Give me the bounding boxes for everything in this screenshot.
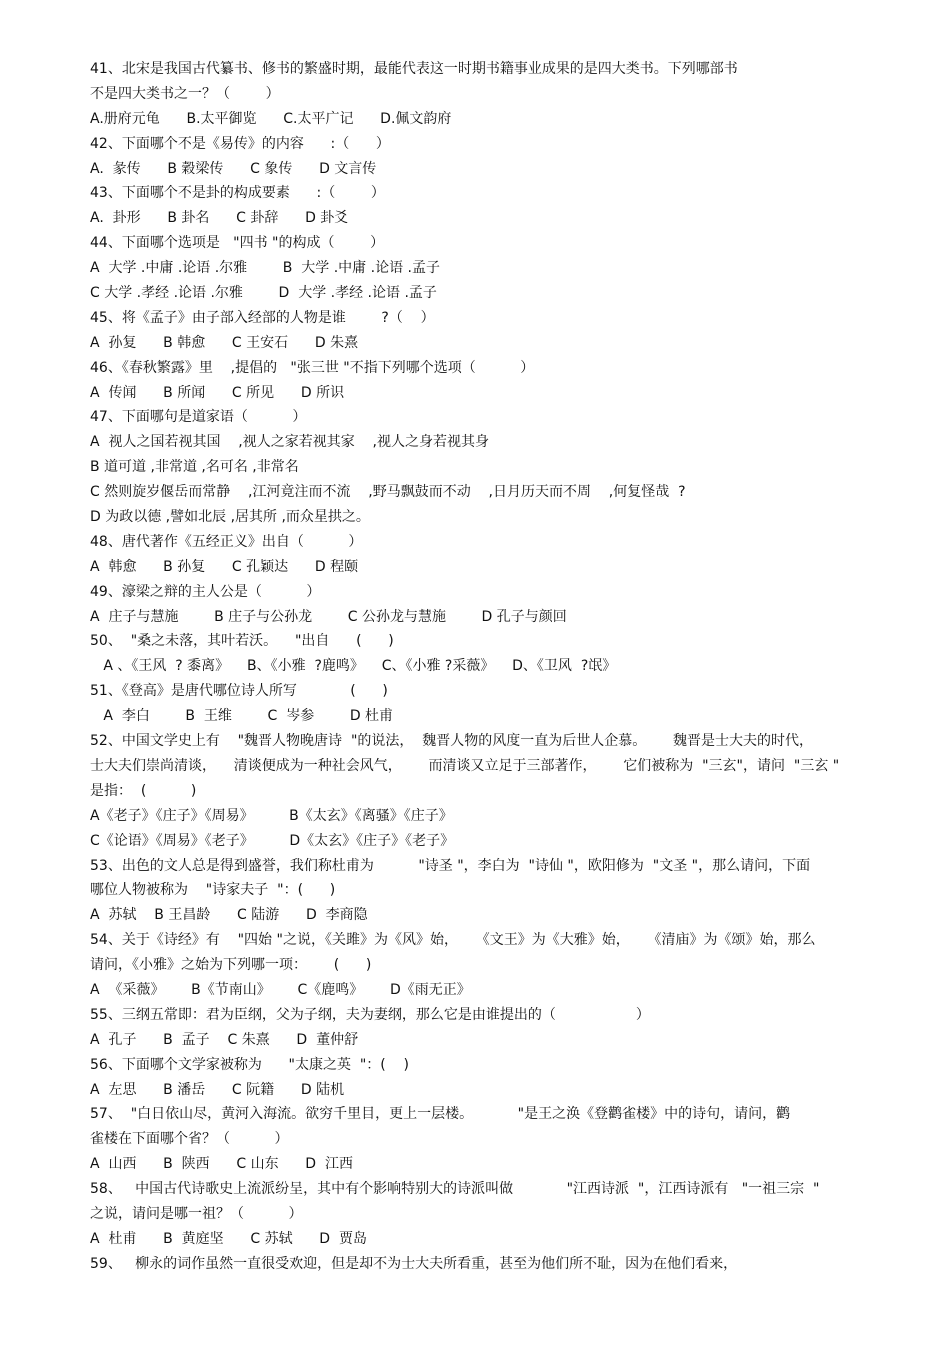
text-line: 雀楼在下面哪个省？（ ） [90, 1131, 289, 1148]
text-line: 47、下面哪句是道家语（ ） [90, 409, 307, 426]
text-line: A 、《王风 ? 黍离》 B、《小雅 ?鹿鸣》 C、《小雅 ?采薇》 D、《卫风 ?氓》 [90, 658, 617, 675]
text-line: 不是四大类书之一？（ ） [90, 85, 280, 102]
text-line: 58、 中国古代诗歌史上流派纷呈，其中有个影响特别大的诗派叫做 "江西诗派 "，江西诗派有 "一祖三宗 " [90, 1181, 820, 1198]
text-line: 是指： ( ) [90, 782, 197, 799]
text-line: A《老子》《庄子》《周易》 B《太玄》《离骚》《庄子》 [90, 807, 453, 824]
text-line: 45、将《孟子》由子部入经部的人物是谁 ?（ ） [90, 309, 435, 326]
text-line: A 苏轼 B 王昌龄 C 陆游 D 李商隐 [90, 907, 368, 924]
text-line: A 孔子 B 孟子 C 朱熹 D 董仲舒 [90, 1031, 359, 1048]
text-line: 士大夫们崇尚清谈， 清谈便成为一种社会风气， 而清谈又立足于三部著作， 它们被称为 "三玄"，请问 "三玄 " [90, 757, 840, 774]
text-line: 之说，请问是哪一祖？（ ） [90, 1205, 303, 1222]
text-line: 57、 "白日依山尽，黄河入海流。欲穷千里目，更上一层楼。 "是王之涣《登鹳雀楼》中的诗句，请问，鹳 [90, 1106, 791, 1123]
text-line: 51、《登高》是唐代哪位诗人所写 ( ) [90, 683, 388, 700]
text-line: A 《采薇》 B《节南山》 C《鹿鸣》 D《雨无正》 [90, 981, 471, 998]
text-line: A 传闻 B 所闻 C 所见 D 所识 [90, 384, 345, 401]
text-line: 41、北宋是我国古代纂书、修书的繁盛时期，最能代表这一时期书籍事业成果的是四大类书。下列哪部书 [90, 61, 738, 77]
text-line: 请问，《小雅》之始为下列哪一项： ( ) [90, 957, 372, 974]
text-line: 50、 "桑之未落，其叶若沃。 "出自 ( ) [90, 633, 394, 650]
text-line: A.册府元龟 B.太平御览 C.太平广记 D.佩文韵府 [90, 110, 452, 127]
text-line: 53、出色的文人总是得到盛誉，我们称杜甫为 "诗圣 "，李白为 "诗仙 "，欧阳修为 "文圣 "，那么请问，下面 [90, 857, 811, 874]
text-line: 52、中国文学史上有 "魏晋人物晚唐诗 "的说法， 魏晋人物的风度一直为后世人企慕。 魏晋是士大夫的时代， [90, 733, 813, 750]
text-line: A 左思 B 潘岳 C 阮籍 D 陆机 [90, 1081, 345, 1098]
text-line: 46、《春秋繁露》里 ,提倡的 "张三世 "不指下列哪个选项（ ） [90, 359, 535, 376]
text-line: A 杜甫 B 黄庭坚 C 苏轼 D 贾岛 [90, 1230, 367, 1247]
text-line: A 韩愈 B 孙复 C 孔颖达 D 程颐 [90, 558, 359, 575]
text-line: A 山西 B 陕西 C 山东 D 江西 [90, 1156, 353, 1173]
text-line: D 为政以德 ,譬如北辰 ,居其所 ,而众星拱之。 [90, 509, 370, 526]
text-line: 56、下面哪个文学家被称为 "太康之英 "：( ) [90, 1056, 410, 1073]
text-line: 54、关于《诗经》有 "四始 "之说，《关雎》为《风》始， 《文王》为《大雅》始， 《清庙》为《颂》始，那么 [90, 932, 816, 949]
text-line: 59、 柳永的词作虽然一直很受欢迎，但是却不为士大夫所看重，甚至为他们所不耻，因为在他们看来， [90, 1255, 738, 1272]
text-line: A 大学 .中庸 .论语 .尔雅 B 大学 .中庸 .论语 .孟子 [90, 260, 440, 277]
text-line: 48、唐代著作《五经正义》出自（ ） [90, 533, 363, 550]
text-line: 55、三纲五常即：君为臣纲，父为子纲，夫为妻纲，那么它是由谁提出的（ ） [90, 1006, 650, 1023]
text-line: C 大学 .孝经 .论语 .尔雅 D 大学 .孝经 .论语 .孟子 [90, 285, 437, 302]
text-line: A. 卦形 B 卦名 C 卦辞 D 卦爻 [90, 210, 349, 227]
document-body [90, 57, 880, 1277]
text-line: A 视人之国若视其国 ,视人之家若视其家 ,视人之身若视其身 [90, 434, 489, 451]
text-line: 42、下面哪个不是《易传》的内容 :（ ） [90, 135, 390, 152]
text-line: B 道可道 ,非常道 ,名可名 ,非常名 [90, 459, 299, 476]
text-line: C 然则旋岁偃岳而常静 ,江河竟注而不流 ,野马飘鼓而不动 ,日月历天而不周 ,何复怪哉 ? [90, 484, 686, 501]
text-line: 43、下面哪个不是卦的构成要素 :（ ） [90, 185, 385, 202]
text-line: A 孙复 B 韩愈 C 王安石 D 朱熹 [90, 334, 359, 351]
text-line: 44、下面哪个选项是 "四书 "的构成（ ） [90, 235, 385, 252]
text-line: A. 彖传 B 穀梁传 C 象传 D 文言传 [90, 160, 377, 177]
text-line: C《论语》《周易》《老子》 D《太玄》《庄子》《老子》 [90, 832, 455, 849]
text-line: 哪位人物被称为 "诗家夫子 "：( ) [90, 882, 336, 899]
text-line: A 庄子与慧施 B 庄子与公孙龙 C 公孙龙与慧施 D 孔子与颜回 [90, 608, 567, 625]
text-line: A 李白 B 王维 C 岑参 D 杜甫 [90, 708, 394, 725]
text-line: 49、濠梁之辩的主人公是（ ） [90, 583, 321, 600]
